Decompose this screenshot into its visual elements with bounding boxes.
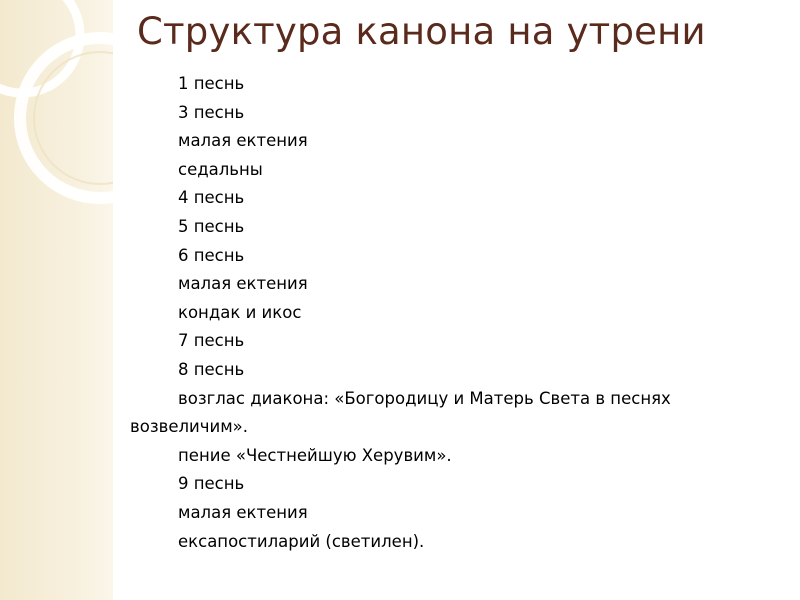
decorative-circles-icon [0, 0, 113, 600]
list-item: 4 песнь [178, 188, 245, 208]
list-item: пение «Честнейшую Херувим». [178, 445, 452, 465]
slide-title: Структура канона на утрени [137, 10, 706, 53]
list-item: кондак и икос [178, 302, 302, 322]
list-item: 5 песнь [178, 216, 245, 236]
list-item: 7 песнь [178, 331, 245, 351]
list-item: 3 песнь [178, 102, 245, 122]
canon-structure-list [130, 70, 770, 556]
list-item: седальны [178, 159, 263, 179]
list-item: малая ектения [178, 274, 308, 294]
list-item: 1 песнь [178, 74, 245, 93]
list-item: 6 песнь [178, 245, 245, 265]
list-item: малая ектения [178, 131, 308, 151]
list-item: малая ектения [178, 502, 308, 522]
list-item: ексапостиларий (светилен). [178, 531, 425, 551]
list-item: 9 песнь [178, 474, 245, 494]
decorative-side-panel [0, 0, 113, 600]
list-item: 8 песнь [178, 359, 245, 379]
list-item: возглас диакона: «Богородицу и Матерь Света в песнях возвеличим». [130, 388, 671, 437]
